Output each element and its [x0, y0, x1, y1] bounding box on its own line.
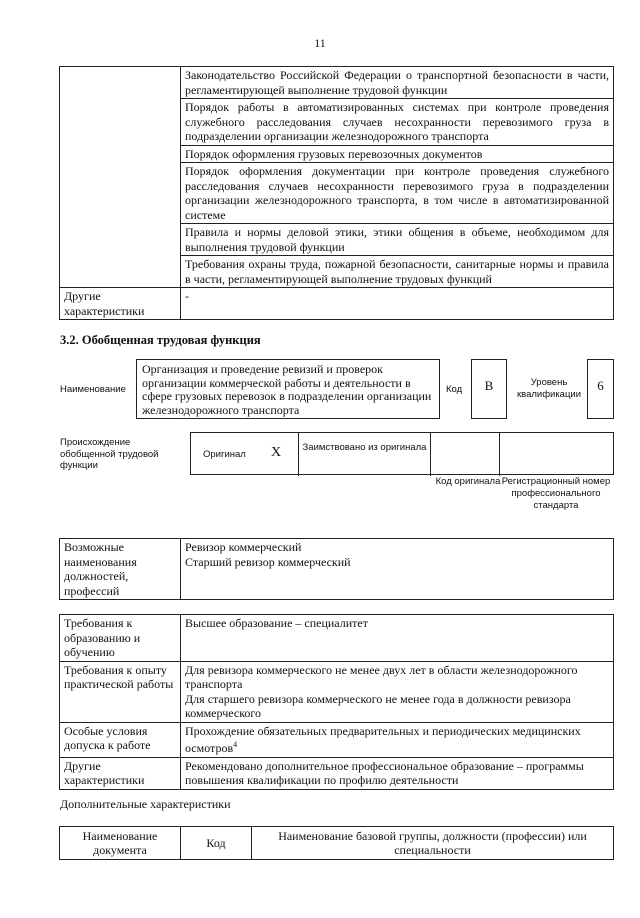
- other-requirements-value: Рекомендовано дополнительное профессиональное образование – программы повышения квалификации по профилю деятельности: [181, 757, 614, 789]
- page-number: 11: [314, 36, 326, 50]
- experience-item: Для старшего ревизора коммерческого не менее года в должности ревизора коммерческого: [185, 691, 571, 720]
- knowledge-table: [59, 66, 614, 320]
- knowledge-row: Законодательство Российской Федерации о транспортной безопасности в части, регламентирующей выполнение трудовой функции: [181, 67, 614, 99]
- original-label: Оригинал: [203, 449, 246, 460]
- education-value: Высшее образование – специалитет: [181, 615, 614, 662]
- experience-item: Для ревизора коммерческого не менее двух лет в области железнодорожного транспорта: [185, 662, 578, 691]
- origin-label: Происхождение обобщенной трудовой функции: [60, 437, 159, 471]
- position-item: Старший ревизор коммерческий: [185, 554, 351, 569]
- knowledge-row: Порядок работы в автоматизированных системах при контроле проведения служебного расследования случаев несохранности перевозимого груза в подразделении организации железнодорожного транспорта: [181, 99, 614, 146]
- knowledge-row: Порядок оформления грузовых перевозочных документов: [181, 145, 614, 163]
- requirements-table: [59, 614, 614, 790]
- name-label: Наименование: [60, 384, 126, 395]
- additional-heading: Дополнительные характеристики: [60, 797, 231, 811]
- admission-footnote: 4: [233, 740, 238, 749]
- knowledge-row: Требования охраны труда, пожарной безопасности, санитарные нормы и правила в части, регламентирующей выполнение трудовых функций: [181, 256, 614, 288]
- function-name-box: Организация и проведение ревизий и проверок организации коммерческой работы и деятельности в сфере грузовых перевозок в подразделении организации железнодорожного транспорта: [136, 359, 440, 419]
- knowledge-row: Порядок оформления документации при контроле проведения служебного расследования случаев несохранности перевозимого груза в подразделении организации железнодорожного транспорта, в том числе в автоматизированной системе: [181, 163, 614, 224]
- knowledge-label-cell: [60, 67, 181, 288]
- code-original-label: Код оригинала: [435, 476, 501, 487]
- level-label: Уровень квалификации: [516, 377, 582, 400]
- code-value-box: B: [471, 359, 507, 419]
- origin-table: [190, 432, 614, 475]
- position-item: Ревизор коммерческий: [185, 540, 302, 554]
- knowledge-row: Правила и нормы деловой этики, этики общения в объеме, необходимом для выполнения трудовой функции: [181, 224, 614, 256]
- other-characteristics-value: -: [181, 288, 614, 320]
- education-label: Требования к образованию и обучению: [60, 615, 181, 662]
- col-document-header: Наименование документа: [60, 827, 181, 860]
- level-value-box: 6: [587, 359, 614, 419]
- additional-table: [59, 826, 614, 860]
- col-code-header: Код: [181, 827, 252, 860]
- borrowed-cell: [298, 433, 430, 476]
- admission-value: [181, 722, 614, 757]
- origin-code-cell: [430, 433, 499, 476]
- code-label: Код: [446, 384, 463, 395]
- col-name-header: Наименование базовой группы, должности (профессии) или специальности: [252, 827, 614, 860]
- other-characteristics-label: Другие характеристики: [60, 288, 181, 320]
- positions-table: [59, 538, 614, 600]
- other-requirements-label: Другие характеристики: [60, 757, 181, 789]
- experience-label: Требования к опыту практической работы: [60, 661, 181, 722]
- positions-label: Возможные наименования должностей, профессий: [60, 539, 181, 600]
- borrowed-label: Заимствовано из оригинала: [302, 442, 427, 453]
- positions-values: [181, 539, 614, 600]
- section-heading: 3.2. Обобщенная трудовая функция: [60, 333, 261, 347]
- experience-value: [181, 661, 614, 722]
- original-mark: X: [271, 445, 282, 460]
- admission-label: Особые условия допуска к работе: [60, 722, 181, 757]
- admission-text: Прохождение обязательных предварительных и периодических медицинских осмотров: [185, 723, 581, 755]
- reg-number-label: Регистрационный номер профессионального стандарта: [501, 476, 611, 511]
- origin-reg-cell: [499, 433, 615, 476]
